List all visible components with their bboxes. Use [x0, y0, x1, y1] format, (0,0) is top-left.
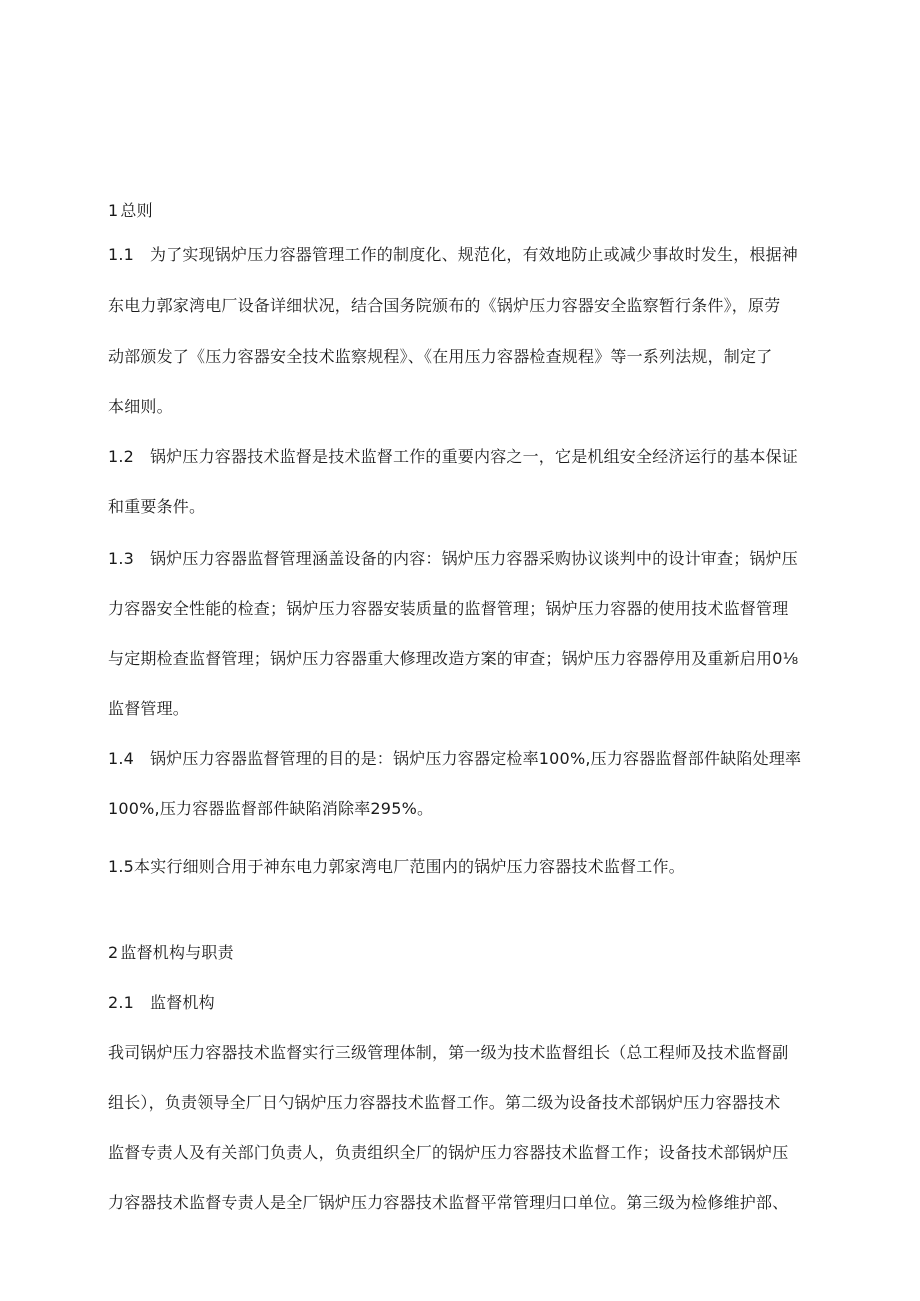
- section-2-line-4: [108, 1193, 788, 1213]
- paragraph-1-1-line-2: [108, 296, 780, 316]
- paragraph-text: 我司锅炉压力容器技术监督实行三级管理体制，第一级为技术监督组长（总工程师及技术监督副: [108, 1043, 789, 1062]
- paragraph-1-4-line-1: [108, 749, 801, 769]
- section-2-line-2: [108, 1093, 780, 1113]
- paragraph-text: 为了实现锅炉压力容器管理工作的制度化、规范化，有效地防止或减少事故时发生，根据神: [150, 245, 799, 264]
- paragraph-text: 监督专责人及有关部门负责人，负责组织全厂的锅炉压力容器技术监督工作；设备技术部锅炉压: [108, 1143, 789, 1162]
- paragraph-1-3-line-2: [108, 599, 788, 619]
- paragraph-1-5-line-1: [108, 857, 685, 877]
- paragraph-text: 力容器安全性能的检查；锅炉压力容器安装质量的监督管理；锅炉压力容器的使用技术监督管理: [108, 599, 789, 618]
- paragraph-text: 本细则。: [108, 397, 173, 416]
- paragraph-text: 本实行细则合用于神东电力郭家湾电厂范围内的锅炉压力容器技术监督工作。: [134, 857, 685, 876]
- paragraph-number: 1.3: [108, 549, 135, 568]
- paragraph-1-1-line-1: [108, 245, 798, 265]
- subsection-title: 监督机构: [150, 993, 215, 1012]
- paragraph-1-3-line-4: [108, 699, 189, 719]
- paragraph-number: 1.4: [108, 749, 135, 768]
- paragraph-text: 监督管理。: [108, 699, 190, 718]
- section-2-heading: [108, 943, 234, 963]
- paragraph-text: 组长），负责领导全厂日勺锅炉压力容器技术监督工作。第二级为设备技术部锅炉压力容器技术: [108, 1093, 781, 1112]
- paragraph-text: 东电力郭家湾电厂设备详细状况，结合国务院颁布的《锅炉压力容器安全监察暂行条件》，原劳: [108, 296, 781, 315]
- section-1-title: 总则: [120, 201, 153, 220]
- paragraph-1-4-line-2: [108, 799, 433, 819]
- paragraph-1-1-line-4: [108, 397, 173, 417]
- subsection-2-1-heading: [108, 993, 215, 1013]
- paragraph-number: 1.2: [108, 447, 135, 466]
- paragraph-text: 动部颁发了《压力容器安全技术监察规程》、《在用压力容器检查规程》等一系列法规，制定了: [108, 347, 773, 366]
- paragraph-1-2-line-2: [108, 497, 205, 517]
- paragraph-text: 锅炉压力容器监督管理的目的是：锅炉压力容器定检率100%,压力容器监督部件缺陷处理率: [150, 749, 802, 768]
- paragraph-text: 力容器技术监督专责人是全厂锅炉压力容器技术监督平常管理归口单位。第三级为检修维护部、: [108, 1193, 789, 1212]
- paragraph-number: 1.1: [108, 245, 135, 264]
- section-2-line-1: [108, 1043, 788, 1063]
- paragraph-text: 和重要条件。: [108, 497, 206, 516]
- paragraph-1-2-line-1: [108, 447, 798, 467]
- section-1-number: 1: [108, 201, 119, 220]
- paragraph-1-3-line-3: [108, 649, 798, 669]
- paragraph-text: 锅炉压力容器技术监督是技术监督工作的重要内容之一，它是机组安全经济运行的基本保证: [150, 447, 799, 466]
- paragraph-1-1-line-3: [108, 347, 772, 367]
- section-2-number: 2: [108, 943, 119, 962]
- paragraph-text: 100%,压力容器监督部件缺陷消除率295%。: [108, 799, 434, 818]
- section-1-heading: [108, 201, 153, 221]
- section-2-title: 监督机构与职责: [120, 943, 234, 962]
- paragraph-number: 1.5: [108, 857, 135, 876]
- paragraph-1-3-line-1: [108, 549, 798, 569]
- paragraph-text: 与定期检查监督管理；锅炉压力容器重大修理改造方案的审查；锅炉压力容器停用及重新启用0⅛: [108, 649, 799, 668]
- section-2-line-3: [108, 1143, 788, 1163]
- paragraph-text: 锅炉压力容器监督管理涵盖设备的内容：锅炉压力容器采购协议谈判中的设计审查；锅炉压: [150, 549, 799, 568]
- subsection-number: 2.1: [108, 993, 135, 1012]
